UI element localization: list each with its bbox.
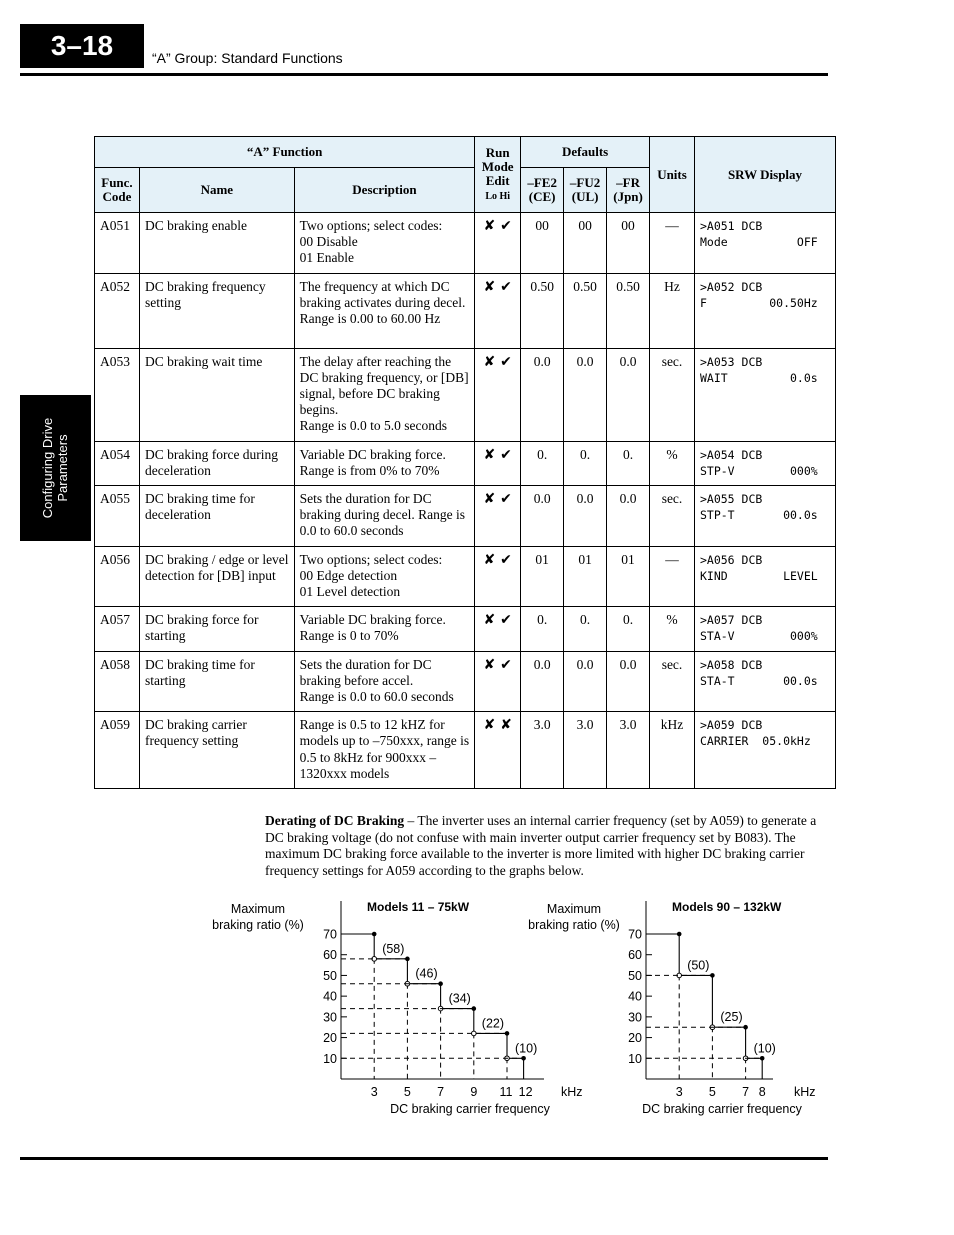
derating-paragraph: [265, 813, 825, 879]
srw-line2: CARRIER 05.0kHz: [699, 734, 811, 749]
a-function-table: [94, 136, 836, 789]
value-annotation: (22): [481, 1016, 505, 1031]
run-mode-edit: ✘ ✔: [475, 441, 521, 485]
side-tab-line1: Configuring Drive: [40, 417, 56, 519]
desc-line: 00 Disable: [299, 234, 358, 250]
desc-line: The delay after reaching the DC braking frequency, or [DB] signal, before DC braking begins.: [299, 353, 469, 418]
desc-line: 01 Enable: [299, 250, 355, 266]
desc-line: Range is 0 to 70%: [299, 628, 399, 644]
srw-line2: STA-V 000%: [699, 629, 818, 644]
y-axis-label: Maximum: [230, 902, 286, 916]
y-axis-label: Maximum: [546, 902, 602, 916]
default-fu2: 0.50: [564, 273, 607, 348]
table-row: [95, 651, 836, 712]
srw-line1: >A051 DCB: [699, 219, 763, 233]
default-fr: 0.0: [607, 486, 650, 547]
header-title: “A” Group: Standard Functions: [152, 50, 343, 66]
func-code: A058: [95, 651, 140, 712]
description-header: Description: [294, 168, 475, 213]
y-tick-label: 70: [628, 927, 642, 942]
default-fe2: 0.0: [521, 486, 564, 547]
func-description: [294, 607, 475, 651]
chart-title: Models 11 – 75kW: [367, 900, 470, 914]
units: %: [650, 441, 695, 485]
y-tick-label: 50: [323, 968, 337, 983]
func-name: DC braking enable: [139, 213, 294, 274]
default-fr: 0.0: [607, 348, 650, 441]
x-axis-label: DC braking carrier frequency: [390, 1102, 550, 1116]
x-tick-label: 7: [742, 1085, 750, 1099]
run-mode-edit: ✘ ✔: [475, 607, 521, 651]
default-fr: 0.0: [607, 651, 650, 712]
srw-line1: >A056 DCB: [699, 552, 763, 567]
srw-display: [694, 607, 835, 651]
units: sec.: [650, 651, 695, 712]
func-code: A057: [95, 607, 140, 651]
desc-line: Variable DC braking force.: [299, 612, 446, 628]
default-fr: 3.0: [607, 712, 650, 789]
data-point: [405, 957, 410, 962]
desc-line: Range is 0.00 to 60.00 Hz: [299, 311, 441, 327]
defaults-header: Defaults: [521, 137, 650, 168]
x-tick-label: 5: [708, 1085, 716, 1099]
derating-title: Derating of DC Braking: [265, 813, 405, 828]
desc-line: 01 Level detection: [299, 584, 401, 600]
func-description: [294, 441, 475, 485]
default-fe2: 01: [521, 546, 564, 607]
data-point: [472, 1031, 477, 1036]
chart-models-90-132kw: [520, 895, 820, 1120]
default-fu2: 0.0: [564, 651, 607, 712]
x-tick-label: 3: [370, 1085, 378, 1099]
code-header-label: Func. Code: [101, 175, 133, 204]
run-mode-edit: ✘ ✘: [475, 712, 521, 789]
srw-display: [694, 546, 835, 607]
srw-line1: >A052 DCB: [699, 279, 763, 294]
srw-line1: >A058 DCB: [699, 657, 763, 672]
desc-line: Range is 0.0 to 60.0 seconds: [299, 689, 454, 705]
table-row: [95, 712, 836, 789]
units: sec.: [650, 486, 695, 547]
func-description: [294, 213, 475, 274]
func-description: [294, 486, 475, 547]
fu2-sub: (UL): [571, 189, 599, 204]
y-tick-label: 40: [628, 989, 642, 1004]
default-fu2: 0.0: [564, 348, 607, 441]
srw-line1: >A054 DCB: [699, 447, 763, 462]
srw-line2: STP-V 000%: [699, 463, 818, 478]
run-mode-label: Run Mode Edit: [481, 144, 514, 188]
default-fr: 0.: [607, 441, 650, 485]
desc-line: Range is from 0% to 70%: [299, 462, 440, 478]
srw-line2: WAIT 0.0s: [699, 370, 818, 385]
table-body: [95, 213, 836, 789]
default-fr: 01: [607, 546, 650, 607]
code-header: [95, 168, 140, 213]
name-header: Name: [139, 168, 294, 213]
table-row: [95, 486, 836, 547]
desc-line: The frequency at which DC braking activates during decel.: [299, 278, 466, 310]
desc-line: Range is 0.5 to 12 kHZ for models up to –750xxx, range is 0.5 to 8kHz for 900xxx – 1320xxx models: [299, 717, 470, 781]
derating-text: – The inverter uses an internal carrier frequency (set by A059) to generate a DC braking voltage (do not confuse with main inverter output carrier frequency set by B083). The maximum DC braking force available to the inverter is more limited with higher DC braking carrier frequency settings for A059 according to the graphs below.: [265, 813, 817, 878]
default-fu2: 01: [564, 546, 607, 607]
lohi-label: Lo Hi: [485, 190, 511, 202]
desc-line: Sets the duration for DC braking during decel. Range is 0.0 to 60.0 seconds: [299, 491, 465, 539]
func-name: DC braking time for deceleration: [139, 486, 294, 547]
x-unit-label: kHz: [794, 1085, 816, 1099]
table-row: [95, 213, 836, 274]
data-point: [677, 932, 682, 937]
units: —: [650, 546, 695, 607]
value-annotation: (25): [720, 1010, 743, 1025]
table-row: [95, 441, 836, 485]
srw-display: [694, 213, 835, 274]
y-tick-label: 30: [628, 1010, 642, 1025]
units: sec.: [650, 348, 695, 441]
x-tick-label: 9: [470, 1085, 478, 1099]
data-point: [505, 1031, 510, 1036]
data-point: [372, 932, 377, 937]
value-annotation: (58): [382, 941, 405, 956]
default-fe2: 0.50: [521, 273, 564, 348]
srw-display: [694, 348, 835, 441]
y-tick-label: 20: [628, 1031, 642, 1046]
value-annotation: (34): [448, 991, 471, 1006]
y-tick-label: 40: [323, 989, 337, 1004]
side-tab-label: [20, 395, 91, 541]
desc-line: Range is 0.0 to 5.0 seconds: [299, 418, 448, 434]
default-fu2: 00: [564, 213, 607, 274]
default-fe2: 00: [521, 213, 564, 274]
fe2-header: [521, 168, 564, 213]
table-row: [95, 607, 836, 651]
fu2-label: –FU2: [569, 175, 601, 190]
x-tick-label: 3: [675, 1085, 683, 1099]
y-tick-label: 20: [323, 1031, 337, 1046]
group-header: “A” Function: [95, 137, 475, 168]
func-name: DC braking carrier frequency setting: [139, 712, 294, 789]
srw-line2: F 00.50Hz: [699, 295, 818, 310]
func-code: A051: [95, 213, 140, 274]
run-mode-edit: ✘ ✔: [475, 213, 521, 274]
default-fe2: 0.0: [521, 348, 564, 441]
y-tick-label: 10: [323, 1051, 337, 1066]
func-code: A055: [95, 486, 140, 547]
value-annotation: (46): [415, 966, 438, 981]
y-axis-label: braking ratio (%): [528, 918, 620, 932]
srw-display: [694, 486, 835, 547]
func-description: [294, 712, 475, 789]
func-code: A054: [95, 441, 140, 485]
default-fr: 0.50: [607, 273, 650, 348]
side-tab-line2: Parameters: [55, 434, 71, 502]
default-fe2: 3.0: [521, 712, 564, 789]
srw-line1: >A055 DCB: [699, 492, 763, 507]
srw-line1: >A053 DCB: [699, 354, 763, 369]
x-tick-label: 7: [437, 1085, 445, 1099]
y-tick-label: 60: [628, 948, 642, 963]
value-annotation: (50): [687, 958, 710, 973]
desc-line: Variable DC braking force.: [299, 446, 446, 462]
srw-display: [694, 441, 835, 485]
fu2-header: [564, 168, 607, 213]
desc-line: Sets the duration for DC braking before accel.: [299, 656, 432, 688]
x-axis-label: DC braking carrier frequency: [642, 1102, 802, 1116]
fr-sub: (Jpn): [613, 189, 643, 204]
desc-line: Two options; select codes:: [299, 218, 443, 233]
y-tick-label: 70: [323, 927, 337, 942]
srw-header: SRW Display: [694, 137, 835, 213]
data-point: [760, 1056, 765, 1061]
default-fu2: 3.0: [564, 712, 607, 789]
run-mode-edit: ✘ ✔: [475, 273, 521, 348]
units: %: [650, 607, 695, 651]
fe2-sub: (CE): [528, 189, 556, 204]
func-description: [294, 651, 475, 712]
srw-line1: >A059 DCB: [699, 718, 763, 733]
func-description: [294, 348, 475, 441]
value-annotation: (10): [753, 1041, 776, 1056]
func-code: A056: [95, 546, 140, 607]
units: —: [650, 213, 695, 274]
srw-display: [694, 273, 835, 348]
func-name: DC braking force during deceleration: [139, 441, 294, 485]
y-tick-label: 50: [628, 968, 642, 983]
footer-rule: [20, 1157, 828, 1160]
y-tick-label: 10: [628, 1051, 642, 1066]
header-rule: [20, 73, 828, 76]
default-fe2: 0.: [521, 441, 564, 485]
default-fe2: 0.0: [521, 651, 564, 712]
run-mode-edit: ✘ ✔: [475, 486, 521, 547]
fe2-label: –FE2: [527, 175, 557, 190]
default-fu2: 0.0: [564, 486, 607, 547]
x-tick-label: 5: [403, 1085, 411, 1099]
value-annotation: (10): [515, 1041, 538, 1056]
func-code: A052: [95, 273, 140, 348]
func-code: A059: [95, 712, 140, 789]
srw-line2: STA-T 00.0s: [699, 673, 818, 688]
x-tick-label: 12: [518, 1085, 533, 1099]
page-number: 3–18: [20, 24, 144, 68]
y-tick-label: 30: [323, 1010, 337, 1025]
step-line: [341, 934, 524, 1079]
srw-line1: >A057 DCB: [699, 613, 763, 628]
func-code: A053: [95, 348, 140, 441]
data-point: [438, 981, 443, 986]
fr-header: [607, 168, 650, 213]
units-header: Units: [650, 137, 695, 213]
default-fe2: 0.: [521, 607, 564, 651]
chart-title: Models 90 – 132kW: [672, 900, 782, 914]
fr-label: –FR: [616, 175, 640, 190]
desc-line: 00 Edge detection: [299, 567, 398, 583]
y-tick-label: 60: [323, 948, 337, 963]
x-unit-label: kHz: [561, 1085, 583, 1099]
x-tick-label: 8: [758, 1085, 766, 1099]
y-axis-label: braking ratio (%): [212, 918, 304, 932]
units: kHz: [650, 712, 695, 789]
table-row: [95, 348, 836, 441]
table-row: [95, 273, 836, 348]
default-fu2: 0.: [564, 607, 607, 651]
srw-display: [694, 712, 835, 789]
run-mode-edit: ✘ ✔: [475, 651, 521, 712]
func-description: [294, 546, 475, 607]
srw-line2: Mode OFF: [699, 235, 818, 250]
func-name: DC braking wait time: [139, 348, 294, 441]
srw-display: [694, 651, 835, 712]
srw-line2: STP-T 00.0s: [699, 508, 818, 523]
units: Hz: [650, 273, 695, 348]
func-name: DC braking time for starting: [139, 651, 294, 712]
run-mode-header: [475, 137, 521, 213]
run-mode-edit: ✘ ✔: [475, 348, 521, 441]
func-description: [294, 273, 475, 348]
run-mode-edit: ✘ ✔: [475, 546, 521, 607]
default-fr: 00: [607, 213, 650, 274]
desc-line: Two options; select codes:: [299, 551, 443, 567]
data-point: [472, 1006, 477, 1011]
default-fr: 0.: [607, 607, 650, 651]
func-name: DC braking frequency setting: [139, 273, 294, 348]
data-point: [743, 1025, 748, 1030]
func-name: DC braking force for starting: [139, 607, 294, 651]
func-name: DC braking / edge or level detection for [DB] input: [139, 546, 294, 607]
table-row: [95, 546, 836, 607]
data-point: [710, 973, 715, 978]
x-tick-label: 11: [499, 1085, 513, 1099]
default-fu2: 0.: [564, 441, 607, 485]
srw-line2: KIND LEVEL: [699, 568, 818, 583]
